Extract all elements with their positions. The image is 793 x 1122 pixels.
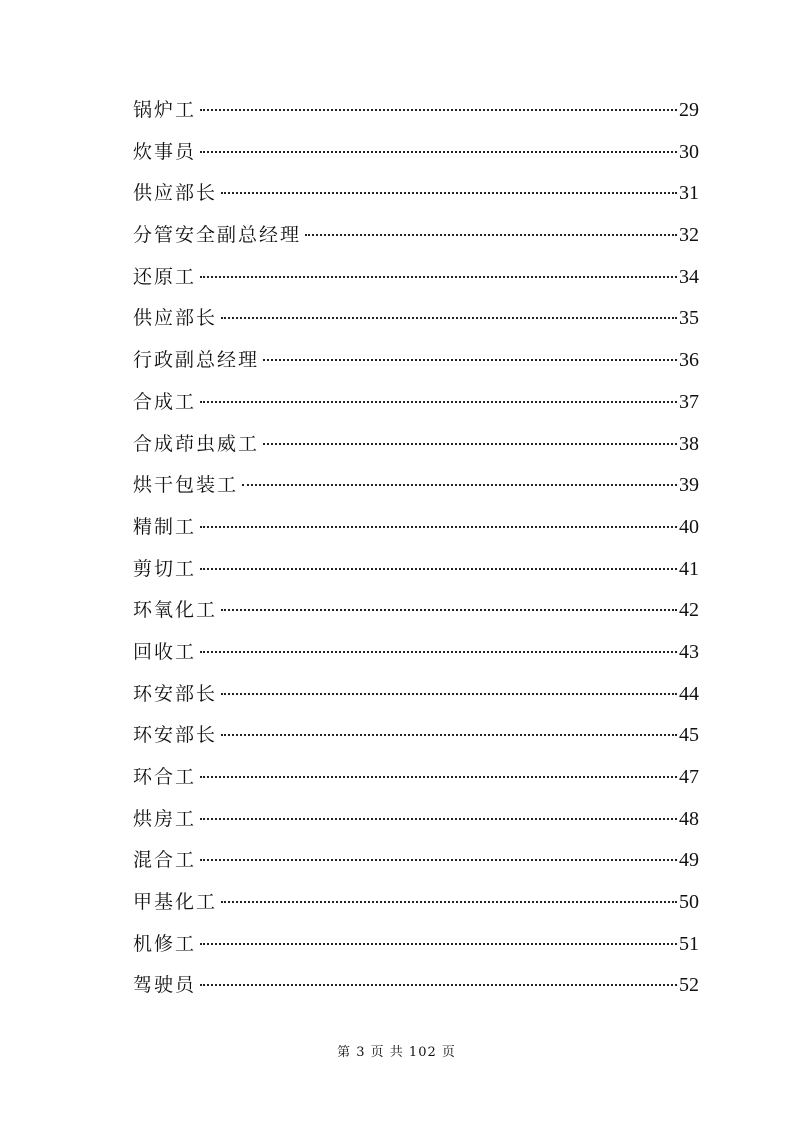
dot-leader xyxy=(263,443,677,445)
toc-entry-title: 烘干包装工 xyxy=(133,474,239,497)
toc-entry[interactable] xyxy=(133,632,699,674)
toc-entry-title: 精制工 xyxy=(133,515,197,538)
dot-leader xyxy=(221,734,677,736)
toc-entry[interactable] xyxy=(133,549,699,591)
toc-page-number: 51 xyxy=(679,932,699,955)
toc-entry-title: 剪切工 xyxy=(133,557,197,580)
toc-entry[interactable] xyxy=(133,382,699,424)
toc-entry-title: 回收工 xyxy=(133,640,197,663)
toc-page-number: 44 xyxy=(679,682,699,705)
toc-entry-title: 环合工 xyxy=(133,766,197,788)
dot-leader xyxy=(221,693,677,695)
dot-leader xyxy=(305,234,677,236)
dot-leader xyxy=(200,984,677,986)
toc-entry-title: 行政副总经理 xyxy=(133,349,260,372)
toc-entry[interactable] xyxy=(133,507,699,549)
toc-entry-title: 炊事员 xyxy=(133,140,197,163)
dot-leader xyxy=(200,109,677,111)
toc-entry[interactable] xyxy=(133,465,699,507)
toc-page-number: 35 xyxy=(679,307,699,330)
toc-entry[interactable] xyxy=(133,882,699,924)
dot-leader xyxy=(221,609,677,611)
dot-leader xyxy=(221,192,677,194)
toc-page-number: 45 xyxy=(679,724,699,747)
dot-leader xyxy=(200,651,677,653)
toc-page-number: 36 xyxy=(679,349,699,372)
dot-leader xyxy=(200,568,677,570)
dot-leader xyxy=(200,526,677,528)
toc-page-number: 39 xyxy=(679,474,699,497)
dot-leader xyxy=(263,359,677,361)
toc-entry[interactable] xyxy=(133,715,699,757)
toc-entry[interactable] xyxy=(133,424,699,466)
toc-entry[interactable] xyxy=(133,132,699,174)
toc-entry-title: 供应部长 xyxy=(133,307,218,330)
toc-entry-title: 分管安全副总经理 xyxy=(133,224,302,247)
toc-entry[interactable] xyxy=(133,90,699,132)
toc-page-number: 43 xyxy=(679,640,699,663)
toc-entry-title: 锅炉工 xyxy=(133,99,197,121)
toc-page-number: 52 xyxy=(679,974,699,997)
toc-page-number: 41 xyxy=(679,557,699,580)
toc-entry-title: 合成工 xyxy=(133,390,197,413)
toc-page-number: 47 xyxy=(679,766,699,788)
toc-entry[interactable] xyxy=(133,257,699,299)
toc-entry-title: 烘房工 xyxy=(133,807,197,830)
toc-entry[interactable] xyxy=(133,215,699,257)
page-footer: 第 3 页 共 102 页 xyxy=(337,1045,456,1060)
toc-page-number: 29 xyxy=(679,99,699,121)
toc-entry-title: 合成茚虫威工 xyxy=(133,432,260,455)
toc-entry-title: 机修工 xyxy=(133,932,197,955)
dot-leader xyxy=(200,859,677,861)
toc-page-number: 31 xyxy=(679,182,699,205)
toc-entry[interactable] xyxy=(133,924,699,966)
toc-entry-title: 驾驶员 xyxy=(133,974,197,997)
toc-entry-title: 环安部长 xyxy=(133,682,218,705)
dot-leader xyxy=(200,401,677,403)
toc-page-number: 38 xyxy=(679,432,699,455)
dot-leader xyxy=(200,151,677,153)
toc-page-number: 34 xyxy=(679,265,699,288)
dot-leader xyxy=(242,484,677,486)
toc-entry-title: 混合工 xyxy=(133,849,197,872)
dot-leader xyxy=(221,901,677,903)
dot-leader xyxy=(200,776,677,778)
toc-entry[interactable] xyxy=(133,590,699,632)
toc-entry-title: 环氧化工 xyxy=(133,599,218,622)
dot-leader xyxy=(200,276,677,278)
toc-page-number: 42 xyxy=(679,599,699,622)
toc-page-number: 32 xyxy=(679,224,699,247)
toc-entry[interactable] xyxy=(133,674,699,716)
toc-entry[interactable] xyxy=(133,757,699,799)
dot-leader xyxy=(221,317,677,319)
toc-page-number: 30 xyxy=(679,140,699,163)
toc-page-number: 37 xyxy=(679,390,699,413)
toc-entry[interactable] xyxy=(133,840,699,882)
toc-entry-title: 甲基化工 xyxy=(133,891,218,914)
toc-page-number: 48 xyxy=(679,807,699,830)
toc-entry-title: 环安部长 xyxy=(133,724,218,747)
toc-entry[interactable] xyxy=(133,173,699,215)
toc-entry[interactable] xyxy=(133,298,699,340)
toc-page-number: 40 xyxy=(679,515,699,538)
dot-leader xyxy=(200,943,677,945)
toc-entry[interactable] xyxy=(133,799,699,841)
toc-entry-title: 供应部长 xyxy=(133,182,218,205)
toc-page-number: 49 xyxy=(679,849,699,872)
toc-entry-title: 还原工 xyxy=(133,265,197,288)
toc-entry[interactable] xyxy=(133,340,699,382)
dot-leader xyxy=(200,818,677,820)
table-of-contents xyxy=(133,90,699,1007)
toc-page-number: 50 xyxy=(679,891,699,914)
toc-entry[interactable] xyxy=(133,965,699,1007)
